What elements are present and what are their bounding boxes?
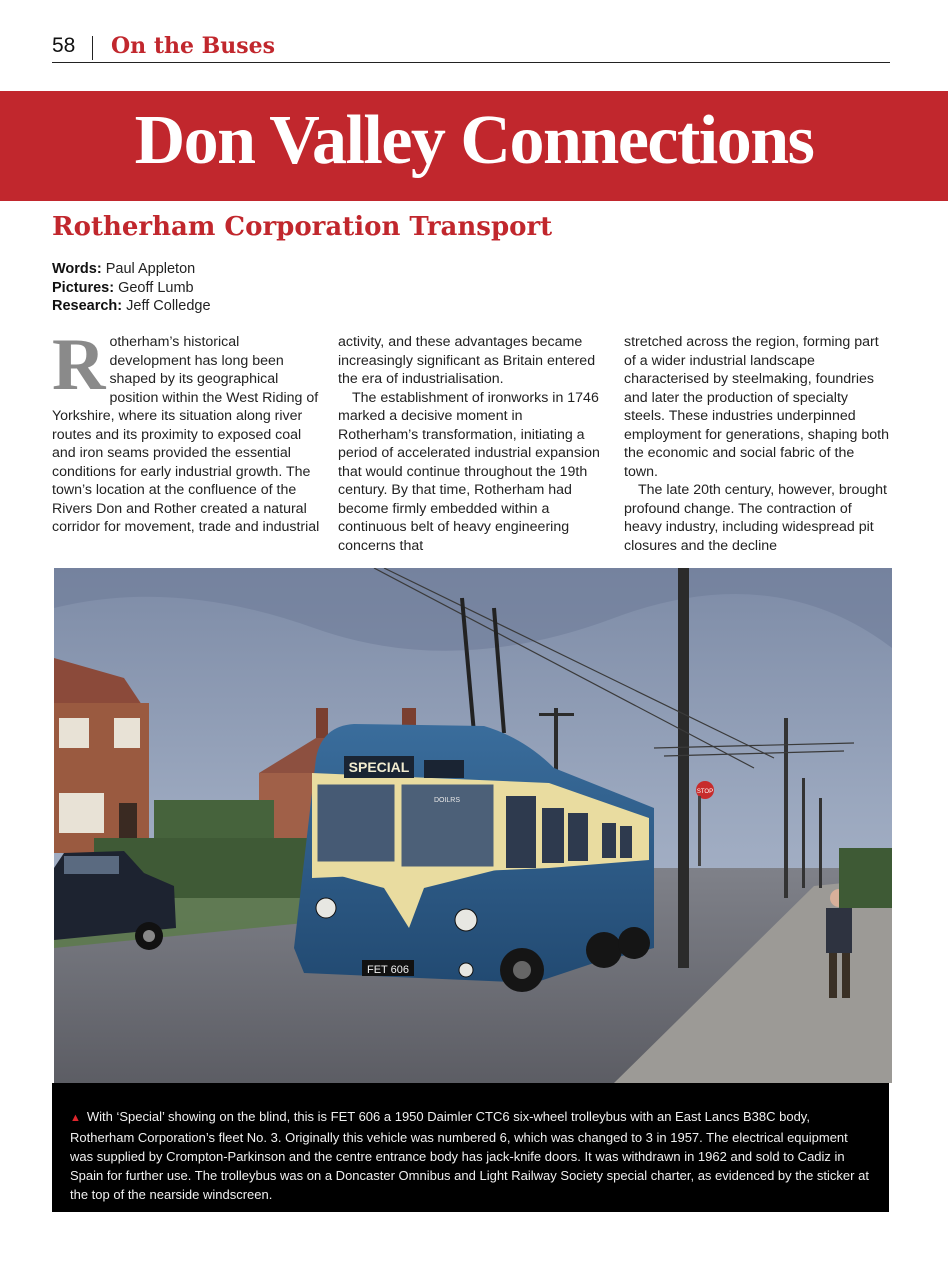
body-paragraph: stretched across the region, forming part of a wider industrial landscape characterised by steelmaking, foundries and later the production of specialty steels. These industries underpinned employment for generations, shaping both the economic and social fabric of the town.: [624, 334, 889, 480]
credit-value: Jeff Colledge: [126, 298, 211, 314]
credit-label: Research:: [52, 298, 123, 314]
body-paragraph: The late 20th century, however, brought profound change. The contraction of heavy industry, including widespread pit closures and the decline: [624, 482, 887, 554]
body-paragraph: The establishment of ironworks in 1746 marked a decisive moment in Rotherham’s transformation, initiating a period of accelerated industrial expansion that would continue throughout the 19th century. By that time, Rotherham had become firmly embedded within a continuous belt of heavy engineering concerns that: [338, 389, 600, 554]
stop-sign: STOP: [696, 789, 714, 795]
drop-cap: R: [52, 333, 106, 406]
credit-research: [52, 297, 211, 316]
trolleybus-photo: [54, 568, 892, 1083]
article-subtitle: Rotherham Corporation Transport: [52, 212, 553, 242]
header-divider: [92, 36, 93, 60]
body-column-3: [624, 333, 892, 556]
title-banner: [0, 91, 948, 201]
credit-value: Paul Appleton: [105, 261, 196, 277]
credits: [52, 260, 211, 316]
body-column-1: [52, 333, 320, 556]
body-paragraph: [52, 333, 320, 537]
section-name: On the Buses: [111, 33, 275, 59]
registration-plate: FET 606: [367, 964, 409, 976]
credit-label: Words:: [52, 261, 102, 277]
body-paragraph: activity, and these advantages became increasingly significant as Britain entered the era of industrialisation.: [338, 334, 596, 387]
credit-label: Pictures:: [52, 279, 115, 296]
caption-box: [52, 1083, 889, 1212]
caption-text: With ‘Special’ showing on the blind, this is FET 606 a 1950 Daimler CTC6 six-wheel trolleybus with an East Lancs B38C body, Rotherham Corporation’s fleet No. 3. Originally this vehicle was numbered 6, which was changed to 3 in 1957. The electrical equipment was supplied by Crompton-Parkinson and the centre entrance body has jack-knife doors. It was withdrawn in 1962 and sold to Cadiz in Spain for further use. The trolleybus was on a Doncaster Omnibus and Light Railway Society special charter, as evidenced by the sticker at the top of the nearside windscreen.: [70, 1109, 869, 1202]
photo-caption: [70, 1107, 870, 1204]
paragraph-text: otherham’s historical development has long been shaped by its geographical position within the West Riding of Yorkshire, where its situation along river routes and its proximity to exposed coal and iron seams provided the essential conditions for early industrial growth. The town’s location at the confluence of the Rivers Don and Rother created a natural corridor for movement, trade and industrial: [52, 334, 320, 535]
destination-blind: SPECIAL: [348, 759, 410, 775]
windscreen-sticker: DOILRS: [433, 797, 461, 804]
page-number: 58: [52, 34, 76, 57]
credit-value: Geoff Lumb: [118, 279, 194, 296]
photo-illustration: [54, 568, 892, 1083]
article-title: Don Valley Connections: [134, 102, 814, 179]
credit-words: [52, 260, 211, 279]
body-column-2: [338, 333, 606, 556]
credit-pictures: [52, 279, 211, 298]
caption-arrow-icon: ▲: [70, 1112, 81, 1124]
running-head: [52, 32, 890, 63]
